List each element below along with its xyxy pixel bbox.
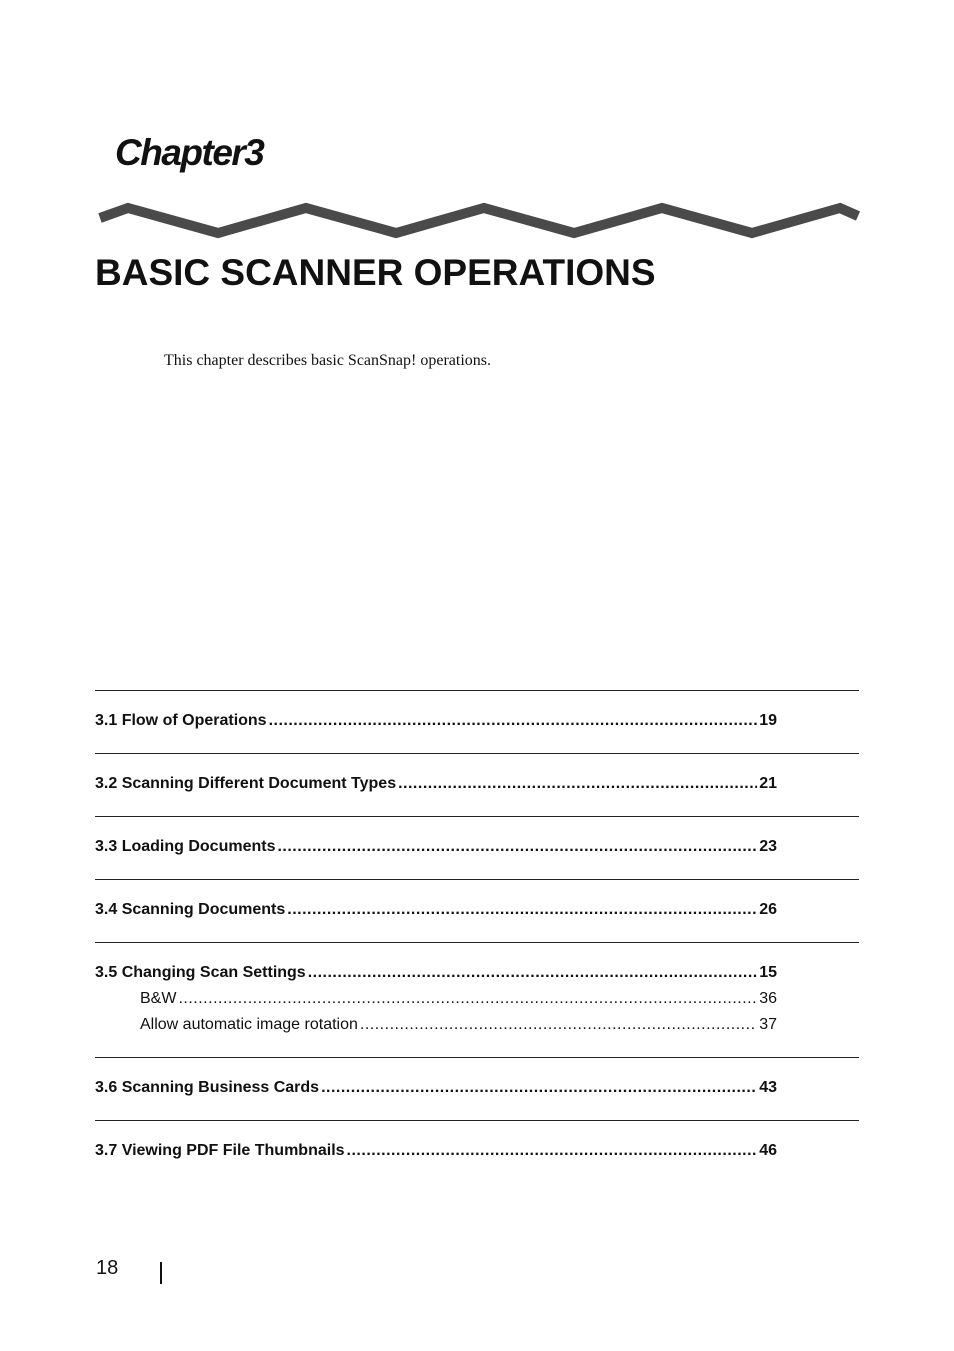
- toc-entry-title: 3.4 Scanning Documents: [95, 901, 286, 918]
- toc-leader-dots: [277, 834, 757, 860]
- toc-entry-title: 3.3 Loading Documents: [95, 838, 276, 855]
- toc-entry[interactable]: [95, 1075, 777, 1101]
- toc-section: [95, 753, 859, 816]
- toc-leader-dots: [360, 1012, 757, 1038]
- zigzag-divider-decoration: [98, 196, 860, 244]
- toc-section: [95, 1120, 859, 1164]
- chapter-label: Chapter3: [115, 132, 264, 173]
- footer-vertical-rule: [160, 1262, 162, 1284]
- toc-entry[interactable]: [95, 834, 777, 860]
- toc-section: [95, 942, 859, 1057]
- toc-section: [95, 690, 859, 753]
- chapter-intro: This chapter describes basic ScanSnap! operations.: [164, 352, 492, 369]
- table-of-contents: [95, 690, 859, 1164]
- chapter-title: BASIC SCANNER OPERATIONS: [95, 252, 656, 293]
- toc-entry-page: 23: [759, 838, 777, 855]
- toc-subentry[interactable]: [95, 986, 777, 1012]
- toc-entry-page: 26: [759, 901, 777, 918]
- toc-leader-dots: [178, 986, 757, 1012]
- toc-leader-dots: [308, 960, 758, 986]
- toc-leader-dots: [269, 708, 758, 734]
- toc-entry[interactable]: [95, 708, 777, 734]
- toc-entry-page: 46: [759, 1142, 777, 1159]
- toc-entry[interactable]: [95, 771, 777, 797]
- toc-leader-dots: [287, 897, 757, 923]
- page-number: 18: [96, 1257, 119, 1279]
- toc-entry-title: 3.6 Scanning Business Cards: [95, 1079, 320, 1096]
- toc-section: [95, 879, 859, 942]
- toc-leader-dots: [398, 771, 757, 797]
- toc-subentry-title: B&W: [140, 990, 177, 1007]
- toc-subentry[interactable]: [95, 1012, 777, 1038]
- toc-entry-page: 15: [759, 964, 777, 981]
- toc-entry[interactable]: [95, 897, 777, 923]
- toc-subentry-title: Allow automatic image rotation: [140, 1016, 358, 1033]
- toc-entry-page: 43: [759, 1079, 777, 1096]
- toc-subentry-page: 36: [759, 990, 777, 1007]
- toc-subentry-page: 37: [759, 1016, 777, 1033]
- toc-entry-page: 21: [759, 775, 777, 792]
- toc-entry-title: 3.5 Changing Scan Settings: [95, 964, 306, 981]
- toc-section: [95, 1057, 859, 1120]
- toc-entry-page: 19: [759, 712, 777, 729]
- toc-entry[interactable]: [95, 960, 777, 986]
- toc-section: [95, 816, 859, 879]
- toc-entry-title: 3.1 Flow of Operations: [95, 712, 267, 729]
- toc-leader-dots: [347, 1138, 758, 1164]
- toc-entry-title: 3.7 Viewing PDF File Thumbnails: [95, 1142, 345, 1159]
- toc-entry[interactable]: [95, 1138, 777, 1164]
- toc-leader-dots: [321, 1075, 757, 1101]
- toc-entry-title: 3.2 Scanning Different Document Types: [95, 775, 397, 792]
